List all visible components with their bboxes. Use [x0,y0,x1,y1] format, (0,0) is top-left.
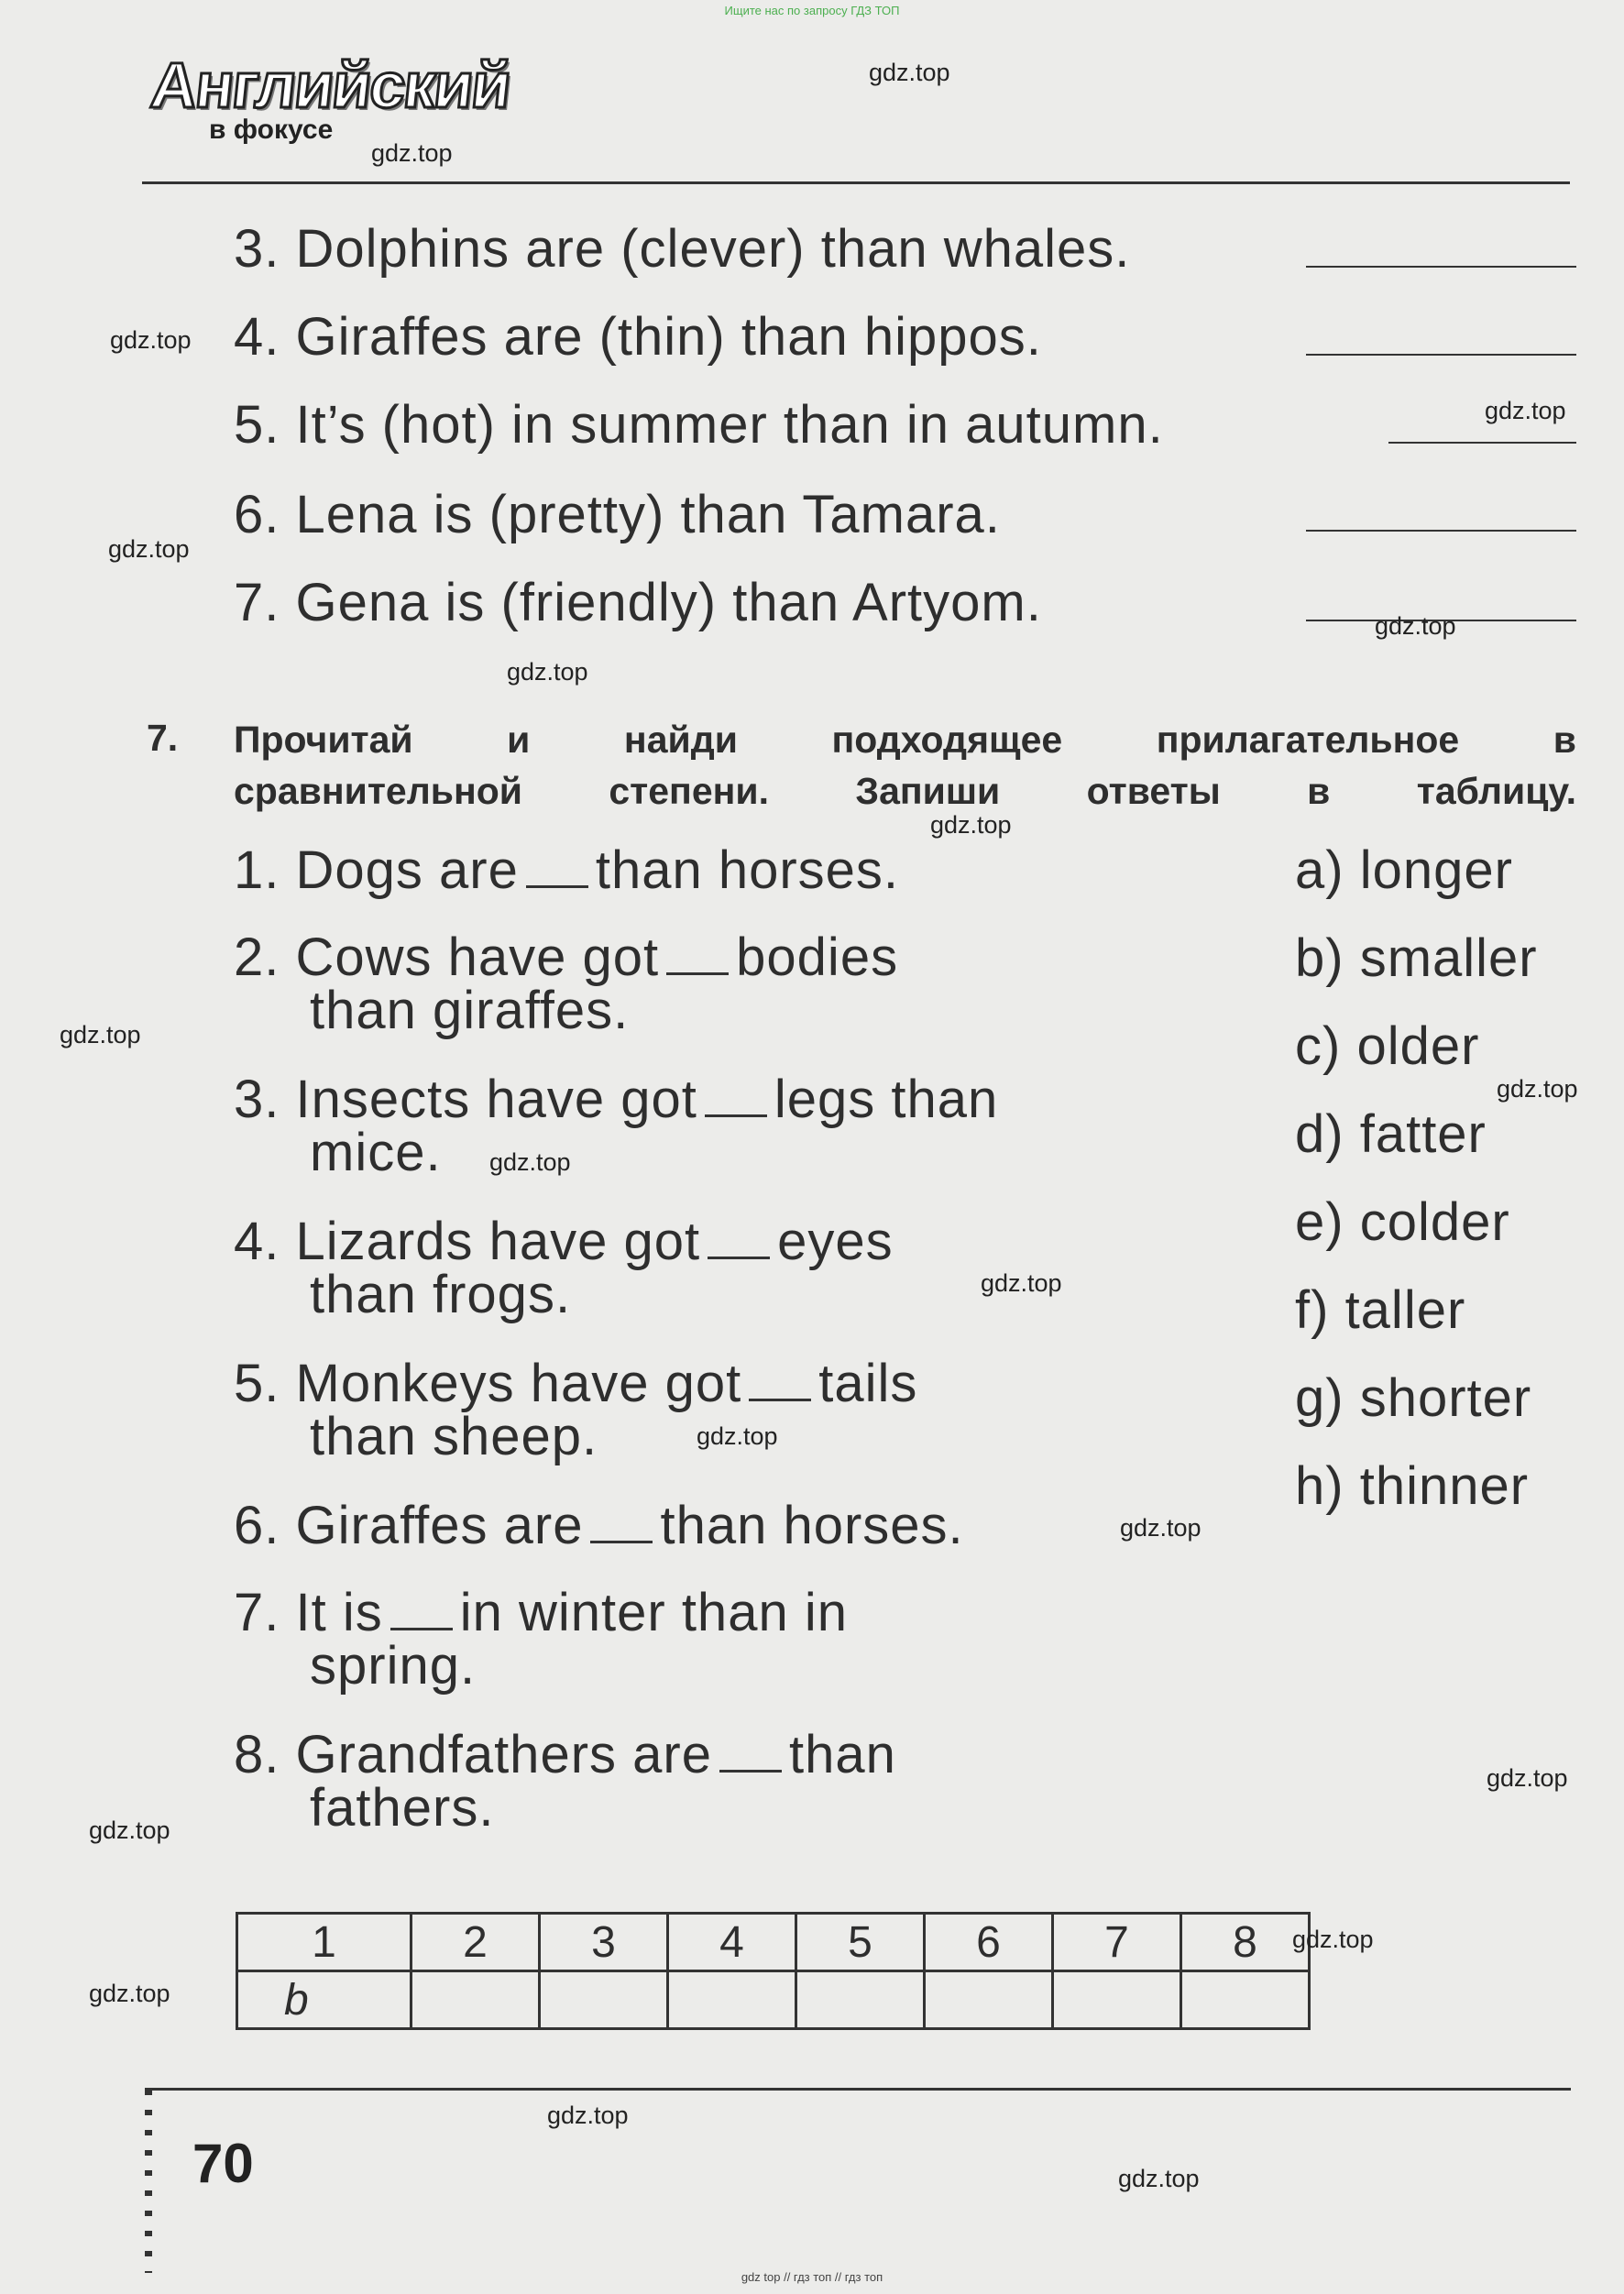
answer-table-answer-row [237,1971,1310,2029]
watermark: gdz.top [1497,1075,1578,1103]
watermark: gdz.top [489,1148,571,1176]
watermark: gdz.top [697,1422,778,1450]
answer-cell-6[interactable] [925,1971,1053,2029]
sentence-3: 3. Insects have got legs than [234,1070,999,1129]
gap-2 [666,938,729,975]
option-a: a) longer [1295,840,1513,900]
prev-sentence-4: 4. Giraffes are (thin) than hippos. [234,307,1042,367]
watermark: gdz.top [507,658,588,686]
answer-blank-3[interactable] [1306,266,1576,268]
answer-cell-2[interactable] [411,1971,540,2029]
exercise-instruction-line2: сравнительной степени. Запиши ответы в таблицу. [234,770,1576,812]
exercise-instruction-line1: Прочитай и найди подходящее прилагательное в [234,719,1576,761]
bottom-link[interactable]: gdz top // гдз топ // гдз топ [741,2270,883,2284]
watermark: gdz.top [869,59,950,86]
prev-sentence-6: 6. Lena is (pretty) than Tamara. [234,485,1001,544]
answer-cell-1[interactable]: b [237,1971,411,2029]
prev-sentence-7: 7. Gena is (friendly) than Artyom. [234,573,1042,632]
answer-cell-5[interactable] [796,1971,925,2029]
prev-sentence-3: 3. Dolphins are (clever) than whales. [234,219,1131,279]
option-c: c) older [1295,1016,1480,1076]
watermark: gdz.top [1120,1514,1202,1542]
option-f: f) taller [1295,1280,1466,1340]
sentence-5-line2: than sheep. [310,1407,598,1466]
prev-sentence-5: 5. It’s (hot) in summer than in autumn. [234,395,1164,455]
answer-blank-4[interactable] [1306,354,1576,356]
table-header-cell: 5 [796,1914,925,1971]
answer-cell-4[interactable] [668,1971,796,2029]
answer-blank-5[interactable] [1388,442,1576,444]
watermark: gdz.top [110,326,192,354]
option-b: b) smaller [1295,928,1538,988]
gap-4 [708,1222,770,1259]
table-header-cell: 4 [668,1914,796,1971]
option-h: h) thinner [1295,1456,1530,1516]
gap-6 [590,1506,653,1543]
gap-5 [749,1364,811,1401]
table-header-cell: 6 [925,1914,1053,1971]
answer-cell-8[interactable] [1181,1971,1310,2029]
table-header-cell: 8 [1181,1914,1310,1971]
watermark: gdz.top [1375,612,1456,640]
sentence-8-line2: fathers. [310,1778,495,1838]
gap-1 [526,851,588,888]
book-logo-subtitle: в фокусе [209,115,334,145]
page-number: 70 [192,2133,254,2194]
sentence-7: 7. It is in winter than in [234,1583,848,1642]
sentence-7-line2: spring. [310,1636,477,1696]
option-g: g) shorter [1295,1368,1532,1428]
answer-cell-7[interactable] [1053,1971,1181,2029]
book-logo-title: Английский [147,49,513,121]
option-e: e) colder [1295,1192,1510,1252]
binding-dots [145,2090,152,2273]
watermark: gdz.top [89,1817,170,1844]
sentence-2-line2: than giraffes. [310,981,630,1040]
gap-7 [390,1593,453,1630]
answer-cell-3[interactable] [540,1971,668,2029]
watermark: gdz.top [1485,397,1566,424]
watermark: gdz.top [1487,1764,1568,1792]
watermark: gdz.top [930,811,1012,839]
table-header-cell: 1 [237,1914,411,1971]
watermark: gdz.top [89,1980,170,2007]
sentence-4-line2: than frogs. [310,1265,572,1324]
option-d: d) fatter [1295,1104,1487,1164]
gap-8 [719,1735,782,1773]
sentence-2: 2. Cows have got bodies [234,927,899,987]
sentence-3-line2: mice. [310,1123,442,1182]
answer-table-header-row [237,1914,1310,1971]
watermark: gdz.top [108,535,190,563]
answer-blank-6[interactable] [1306,530,1576,532]
sentence-4: 4. Lizards have got eyes [234,1212,894,1271]
answer-table [236,1912,1311,2030]
sentence-5: 5. Monkeys have got tails [234,1354,918,1413]
watermark: gdz.top [371,139,453,167]
exercise-number: 7. [147,717,179,759]
sentence-1: 1. Dogs are than horses. [234,840,900,900]
table-header-cell: 7 [1053,1914,1181,1971]
watermark: gdz.top [1118,2165,1200,2192]
watermark: gdz.top [60,1021,141,1048]
watermark: gdz.top [1292,1926,1374,1953]
watermark: gdz.top [547,2102,629,2129]
table-header-cell: 2 [411,1914,540,1971]
table-header-cell: 3 [540,1914,668,1971]
watermark: gdz.top [981,1269,1062,1297]
sentence-6: 6. Giraffes are than horses. [234,1496,964,1555]
header-rule [142,181,1570,184]
gap-3 [705,1080,767,1117]
top-link[interactable]: Ищите нас по запросу ГДЗ ТОП [724,4,900,17]
sentence-8: 8. Grandfathers are than [234,1725,896,1784]
footer-rule [145,2088,1571,2091]
